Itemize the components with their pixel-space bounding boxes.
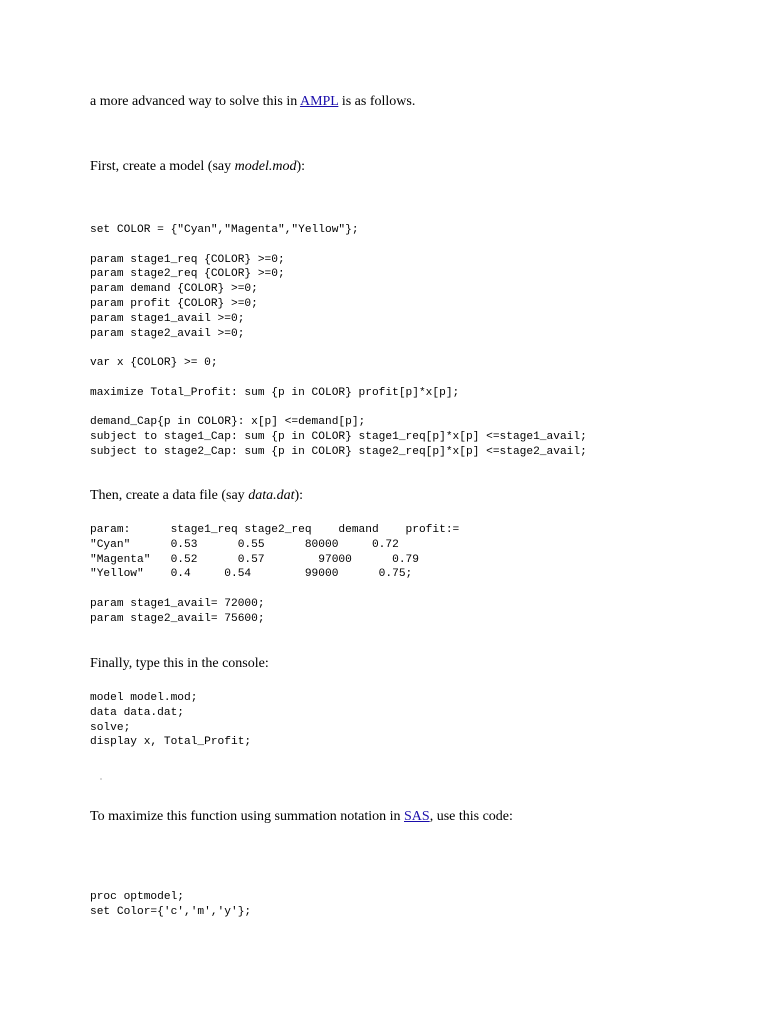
code-line: "Magenta" 0.52 0.57 97000 0.79 xyxy=(90,553,419,566)
code-line: set Color={'c','m','y'}; xyxy=(90,905,252,918)
code-line: set COLOR = {"Cyan","Magenta","Yellow"}; xyxy=(90,224,359,236)
step1-paragraph xyxy=(90,158,305,176)
sas-text-before: To maximize this function using summation notation in xyxy=(90,809,404,824)
step2-text-after: ): xyxy=(294,488,304,503)
step2-paragraph xyxy=(90,487,303,505)
sas-text-after: , use this code: xyxy=(429,809,513,824)
code-line: param stage1_avail >=0; xyxy=(90,312,245,325)
code-line: param stage2_avail >=0; xyxy=(90,327,245,340)
code-line: param stage2_req {COLOR} >=0; xyxy=(90,268,285,281)
intro-text-after: is as follows. xyxy=(338,94,416,109)
step1-text-after: ): xyxy=(296,159,306,174)
data-filename: data.dat xyxy=(248,488,295,503)
ampl-link[interactable]: AMPL xyxy=(299,94,339,109)
sas-link[interactable]: SAS xyxy=(404,809,430,824)
code-line: param stage2_avail= 75600; xyxy=(90,612,265,625)
step2-text-before: Then, create a data file (say xyxy=(90,488,249,503)
code-line: param demand {COLOR} >=0; xyxy=(90,283,258,296)
code-line: model model.mod; xyxy=(90,692,198,704)
console-code-block xyxy=(90,691,251,750)
code-line: "Cyan" 0.53 0.55 80000 0.72 xyxy=(90,538,399,551)
sas-code-block xyxy=(90,890,251,920)
code-line: param: stage1_req stage2_req demand profit:= xyxy=(90,524,460,536)
code-line: proc optmodel; xyxy=(90,891,184,903)
code-line: "Yellow" 0.4 0.54 99000 0.75; xyxy=(90,568,413,581)
code-line: data data.dat; xyxy=(90,706,184,719)
code-line: var x {COLOR} >= 0; xyxy=(90,357,218,370)
code-line: demand_Cap{p in COLOR}: x[p] <=demand[p]; xyxy=(90,416,366,429)
code-line: solve; xyxy=(90,721,131,734)
code-line: maximize Total_Profit: sum {p in COLOR} profit[p]*x[p]; xyxy=(90,386,460,399)
step1-text-before: First, create a model (say xyxy=(90,159,235,174)
code-line: param stage1_req {COLOR} >=0; xyxy=(90,253,285,266)
code-line: param stage1_avail= 72000; xyxy=(90,597,265,610)
model-code-block xyxy=(90,223,587,460)
model-filename: model.mod xyxy=(234,159,297,174)
code-line: display x, Total_Profit; xyxy=(90,736,252,749)
sas-intro-paragraph xyxy=(90,808,513,826)
data-code-block xyxy=(90,523,459,627)
code-line: param profit {COLOR} >=0; xyxy=(90,297,258,310)
step3-paragraph: Finally, type this in the console: xyxy=(90,656,269,671)
code-line: subject to stage2_Cap: sum {p in COLOR} stage2_req[p]*x[p] <=stage2_avail; xyxy=(90,445,587,458)
intro-text-before: a more advanced way to solve this in xyxy=(90,94,300,109)
code-line: subject to stage1_Cap: sum {p in COLOR} stage1_req[p]*x[p] <=stage1_avail; xyxy=(90,431,587,444)
intro-paragraph xyxy=(90,93,415,111)
decorative-dot xyxy=(100,778,102,780)
